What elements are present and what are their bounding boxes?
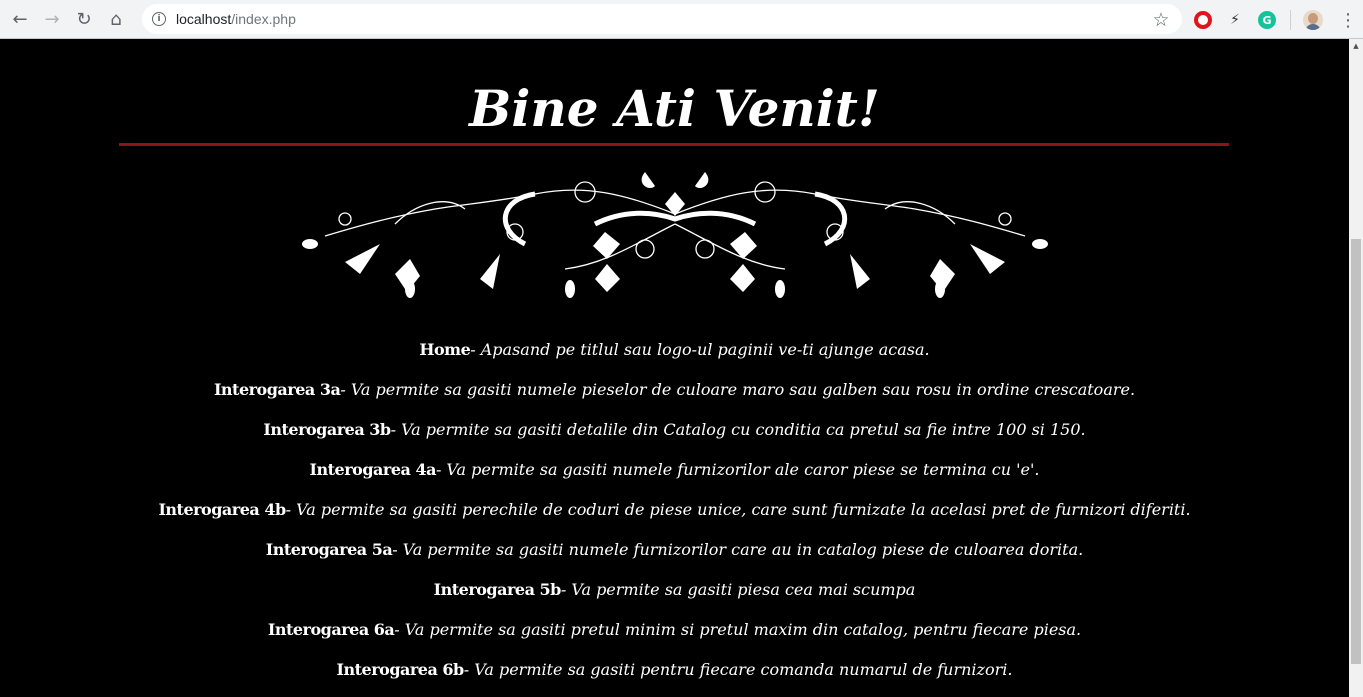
opera-icon[interactable] [1194,11,1212,29]
description-item [0,455,1349,495]
browser-toolbar [0,0,1363,39]
description-text: - Va permite sa gasiti pentru fiecare comanda numarul de furnizori. [463,660,1013,679]
star-icon[interactable]: ☆ [1152,9,1170,31]
url-host: localhost [176,11,232,27]
avatar[interactable] [1303,10,1323,30]
extensions-area [1146,4,1357,36]
scroll-up-arrow-icon[interactable]: ▲ [1353,42,1359,50]
title-divider [119,143,1229,146]
description-title[interactable]: Interogarea 6a [267,620,395,639]
info-icon[interactable]: i [152,12,166,26]
description-title[interactable]: Interogarea 5a [265,540,393,559]
floral-ornament-icon[interactable] [285,164,1065,299]
description-title[interactable]: Interogarea 3b [263,420,391,439]
forward-icon[interactable]: → [44,8,60,30]
description-item [0,415,1349,455]
description-item [0,535,1349,575]
description-text: - Apasand pe titlul sau logo-ul paginii ve-ti ajunge acasa. [470,340,930,359]
description-item [0,575,1349,615]
toolbar-divider [1290,10,1291,30]
url-path: /index.php [231,11,296,27]
description-title[interactable]: Interogarea 5b [433,580,561,599]
description-text: - Va permite sa gasiti pretul minim si pretul maxim din catalog, pentru fiecare piesa. [394,620,1082,639]
description-item [0,335,1349,375]
description-text: - Va permite sa gasiti detalile din Catalog cu conditia ca pretul sa fie intre 100 si 150. [390,420,1086,439]
menu-icon[interactable]: ⋮ [1339,9,1357,31]
description-text: - Va permite sa gasiti numele furnizorilor ale caror piese se termina cu 'e'. [435,460,1040,479]
description-text: - Va permite sa gasiti perechile de coduri de piese unice, care sunt furnizate la acelasi pret de furnizori diferiti. [285,500,1191,519]
description-title[interactable]: Interogarea 4a [309,460,436,479]
page-title[interactable]: Bine Ati Venit! [469,79,880,138]
description-item [0,615,1349,655]
description-item [0,495,1349,535]
home-icon[interactable]: ⌂ [110,8,122,30]
description-title[interactable]: Interogarea 6b [336,660,464,679]
vertical-scrollbar[interactable] [1349,39,1363,697]
page-content [0,39,1349,697]
grammarly-icon[interactable]: G [1258,11,1276,29]
description-title[interactable]: Interogarea 3a [213,380,341,399]
description-item [0,655,1349,695]
description-item [0,375,1349,415]
description-text: - Va permite sa gasiti numele pieselor de culoare maro sau galben sau rosu in ordine crescatoare. [340,380,1136,399]
bolt-icon[interactable]: ⚡ [1230,12,1240,28]
description-text: - Va permite sa gasiti numele furnizorilor care au in catalog piese de culoarea dorita. [392,540,1084,559]
description-list [0,335,1349,695]
description-title[interactable]: Interogarea 4b [158,500,286,519]
scrollbar-thumb[interactable] [1351,239,1361,664]
description-text: - Va permite sa gasiti piesa cea mai scumpa [560,580,916,599]
reload-icon[interactable]: ↻ [76,8,92,30]
address-bar[interactable] [142,4,1182,34]
description-title[interactable]: Home [419,340,471,359]
back-icon[interactable]: ← [12,8,28,30]
